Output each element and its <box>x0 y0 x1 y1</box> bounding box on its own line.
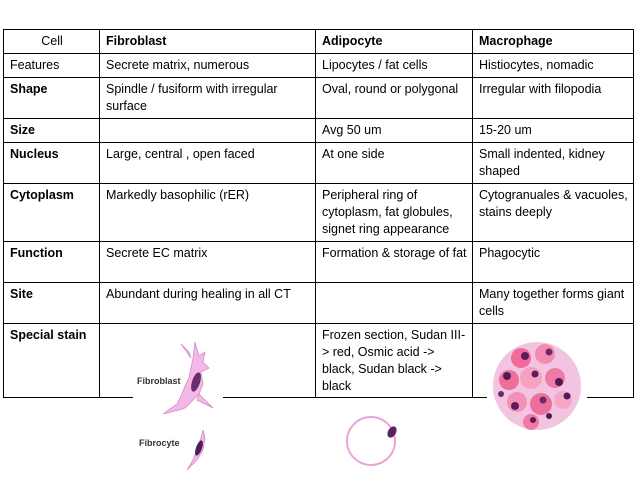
table-cell: Large, central , open faced <box>100 143 316 184</box>
table-cell: Histiocytes, nomadic <box>473 54 634 78</box>
row-label-shape: Shape <box>4 78 100 119</box>
table-cell: Irregular with filopodia <box>473 78 634 119</box>
table-cell: At one side <box>316 143 473 184</box>
table-cell: Small indented, kidney shaped <box>473 143 634 184</box>
table-cell: Secrete matrix, numerous <box>100 54 316 78</box>
header-fibroblast: Fibroblast <box>100 30 316 54</box>
table-cell <box>100 119 316 143</box>
row-label-size: Size <box>4 119 100 143</box>
fibroblast-fibrocyte-illustration <box>133 338 223 473</box>
table-cell: Frozen section, Sudan III-> red, Osmic acid -> black, Sudan black -> black <box>316 324 473 398</box>
row-label-function: Function <box>4 242 100 283</box>
table-cell: Cytogranuales & vacuoles, stains deeply <box>473 184 634 242</box>
table-row-nucleus <box>4 143 634 184</box>
table-cell: Phagocytic <box>473 242 634 283</box>
table-cell: Avg 50 um <box>316 119 473 143</box>
table-cell: Abundant during healing in all CT <box>100 283 316 324</box>
table-cell: Oval, round or polygonal <box>316 78 473 119</box>
header-macrophage: Macrophage <box>473 30 634 54</box>
table-cell: Many together forms giant cells <box>473 283 634 324</box>
table-cell: Formation & storage of fat <box>316 242 473 283</box>
table-cell <box>316 283 473 324</box>
table-row-site <box>4 283 634 324</box>
row-label-features: Features <box>4 54 100 78</box>
row-label-site: Site <box>4 283 100 324</box>
table-cell: Spindle / fusiform with irregular surface <box>100 78 316 119</box>
table-row-shape <box>4 78 634 119</box>
fibrocyte-label: Fibrocyte <box>139 438 180 448</box>
adipocyte-illustration <box>342 410 408 476</box>
header-adipocyte: Adipocyte <box>316 30 473 54</box>
table-row-cytoplasm <box>4 184 634 242</box>
macrophage-illustration <box>487 336 587 436</box>
table-cell: Markedly basophilic (rER) <box>100 184 316 242</box>
header-row <box>4 30 634 54</box>
fibroblast-label: Fibroblast <box>137 376 181 386</box>
table-cell: 15-20 um <box>473 119 634 143</box>
table-row-features <box>4 54 634 78</box>
table-cell: Secrete EC matrix <box>100 242 316 283</box>
row-label-cytoplasm: Cytoplasm <box>4 184 100 242</box>
table-row-function <box>4 242 634 283</box>
table-cell: Peripheral ring of cytoplasm, fat globules, signet ring appearance <box>316 184 473 242</box>
header-cell-corner: Cell <box>4 30 100 54</box>
table-row-size <box>4 119 634 143</box>
row-label-special-stain: Special stain <box>4 324 100 398</box>
table-cell: Lipocytes / fat cells <box>316 54 473 78</box>
row-label-nucleus: Nucleus <box>4 143 100 184</box>
